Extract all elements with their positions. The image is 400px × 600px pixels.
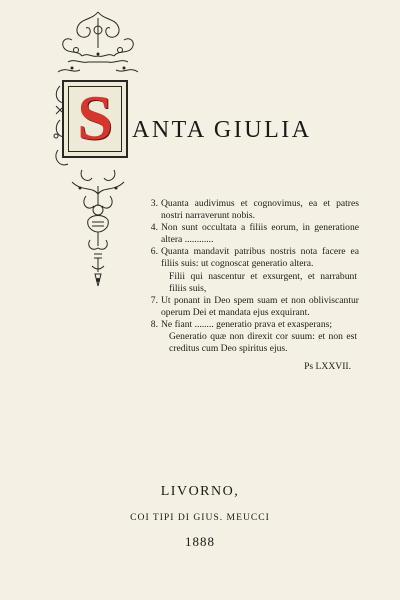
verse-continuation: Filii qui nascentur et exsurgent, et narrabunt filiis suis, <box>169 270 357 294</box>
imprint-year: 1888 <box>185 534 215 549</box>
imprint-printer: COI TIPI DI GIUS. MEUCCI <box>130 512 270 523</box>
initial-letter: S <box>77 82 113 153</box>
verse-number: 3. <box>150 198 158 209</box>
verse-text: Quanta audivimus et cognovimus, ea et patres nostri narraverunt nobis. <box>161 198 359 222</box>
verse-number: 4. <box>150 222 158 234</box>
psalm-verse <box>144 198 359 222</box>
decorated-initial <box>62 80 128 158</box>
verse-number: 6. <box>150 246 158 258</box>
ornamental-border-icon <box>52 10 144 310</box>
verse-text: Ut ponant in Deo spem suam et non obliviscantur operum Dei et mandata ejus exquirant. <box>161 294 359 318</box>
verse-text: Ne fiant ........ generatio prava et exasperans; <box>161 318 333 330</box>
verse-text: Quanta mandavit patribus nostris nota facere ea filiis suis: ut cognoscat generatio altera. <box>161 246 359 270</box>
page-title: ANTA GIULIA <box>132 117 312 143</box>
psalm-verse <box>144 319 359 331</box>
verse-continuation: Generatio quæ non direxit cor suum: et non est creditus cum Deo spiritus ejus. <box>169 331 357 355</box>
verse-text: Non sunt occultata a filiis eorum, in generatione altera ............ <box>161 222 359 246</box>
verse-number: 7. <box>150 294 158 306</box>
imprint-city: LIVORNO, <box>160 484 240 499</box>
psalm-verse <box>144 246 359 270</box>
psalm-attribution: Ps LXXVII. <box>304 361 351 373</box>
psalm-verse <box>144 295 359 319</box>
psalm-excerpt <box>144 198 359 373</box>
psalm-verse <box>144 222 359 246</box>
verse-number: 8. <box>150 318 158 330</box>
